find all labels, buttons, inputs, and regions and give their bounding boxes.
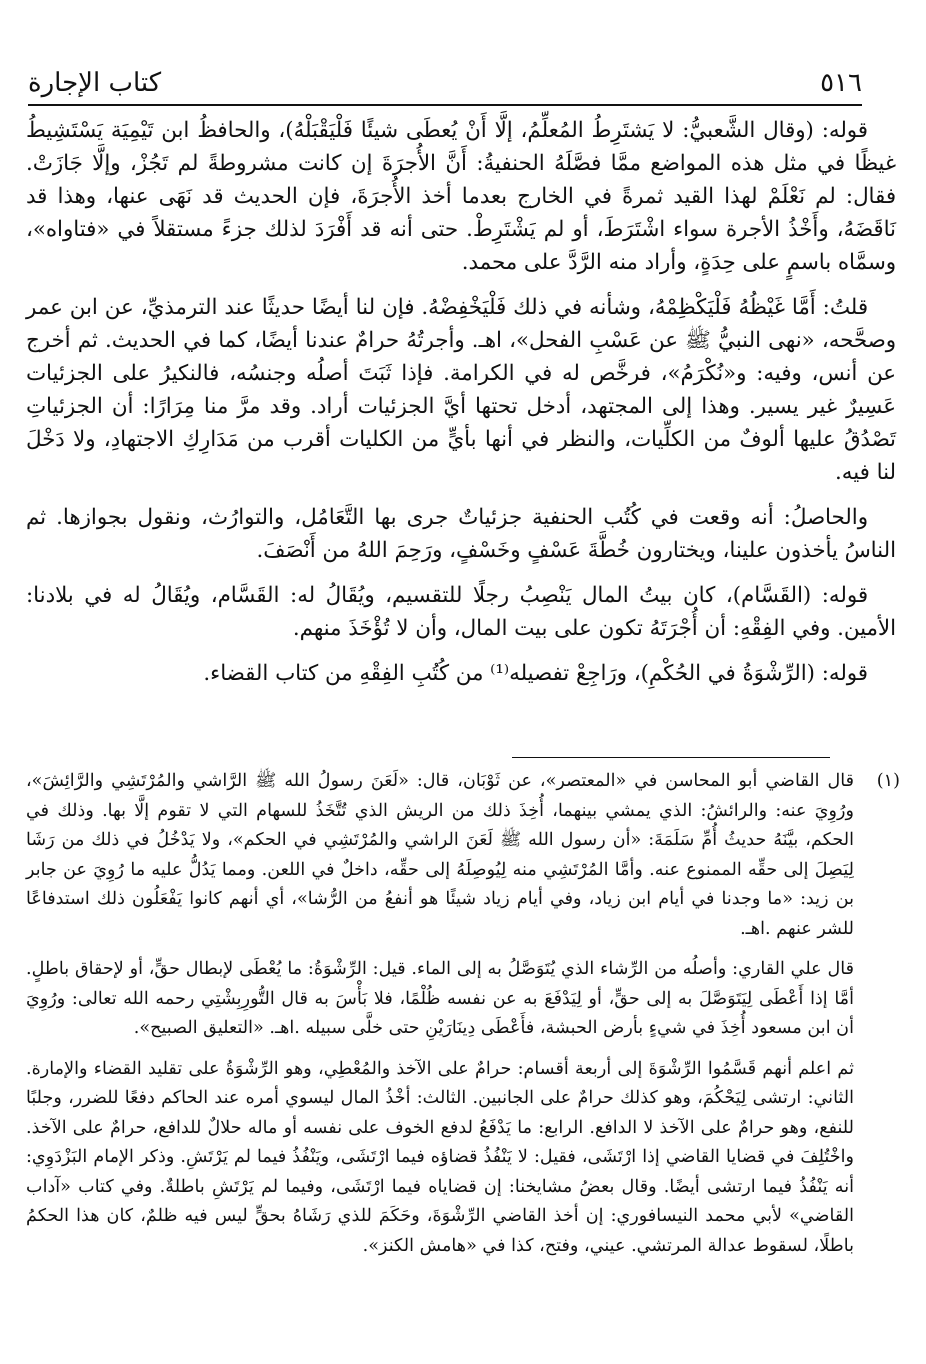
running-title: كتاب الإجارة <box>28 68 162 98</box>
main-paragraph: قوله: (الرِّشْوَةُ في الحُكْمِ)، ورَاجِعْ تفصيله⁽¹⁾ من كُتُبِ الفِقْهِ من كتاب القضاء. <box>203 661 868 686</box>
main-paragraph: قوله: (وقال الشَّعبيُّ: لا يَشتَرِطُ المُعلِّمُ، إلَّا أَنْ يُعطَى شيئًا فَلْيَقْبَلْهُ)، والحافظُ ابن تَيْمِيَة يَسْتَشِيطُ غيظًا في مثل هذه المواضع ممَّا فصَّلَهُ الحنفيةُ: أَنَّ الأُجرَةَ إن كانت مشروطةً لم تَجُزْ، وإلَّا جَازَتْ. فقال: لم نَعْلَمْ لهذا القيد ثمرةً في الخارج بعدما أخذ الأُجرَةَ، فإن الحديث قد نَهَى عنها، وهذا قد نَاقَضَهُ، وأَخْذُ الأجرة سواء اشْتَرَطَ، أو لم يَشْتَرِطْ. حتى أنه قد أَفْرَدَ لذلك جزءً مستقلاً في «فتاواه»، وسمَّاه باسمٍ على حِدَةٍ، وأراد منه الرَّدَّ على محمد. <box>26 118 896 275</box>
main-paragraph: قلتُ: أَمَّا غَيْظُهُ فَلْيَكْظِمْهُ، وشأنه في ذلك فَلْيَخْفِضْهُ. فإن لنا أيضًا حديثًا عند الترمذيِّ، عن ابن عمر وصحَّحه، «نهى النبيُّ ﷺ عن عَسْبِ الفحل»، اهـ. وأجرتُهُ حرامٌ عندنا أيضًا، كما في الحديث. ثم أخرج عن أنس، وفيه: و«نُكْرَمُ»، فرخَّص له في الكرامة. فإذا ثَبَتَ أصلُه وجنسُه، فالنكيرُ على الجزئيات عَسِيرٌ غير يسير. وهذا إلى المجتهد، أدخل تحتها أيَّ الجزئيات أراد. وقد مرَّ منا مِرَارًا: أن الجزئياتِ تَصْدُقُ عليها ألوفٌ من الكلِّيات، والنظر في أنها بأيٍّ من الكليات أقرب من مَدَارِكِ الاجتهادِ، ولا دَخْلَ لنا فيه. <box>26 295 896 485</box>
footnotes <box>26 767 900 1272</box>
header-rule <box>28 104 862 106</box>
footnote-paragraph: قال علي القاري: وأصلُه من الرِّشاء الذي يُتَوَصَّلُ به إلى الماء. قيل: الرِّشْوَةُ: ما يُعْطَى لإبطال حقٍّ، أو لإحقاق باطلٍ. أمَّا إذا أَعْطَى لِيَتَوَصَّلَ به إلى حقٍّ، أو لِيَدْفَعَ به عن نفسه ظُلْمًا، فلا بَأْسَ به قال التُّورِبِشْتِي رحمه الله تعالى: ورُوِيَ أن ابن مسعود أُخِذَ في شيءٍ بأرض الحبشة، فأَعْطَى دِينَارَيْنِ حتى خلَّى سبيله .اهـ. «التعليق الصبيح». <box>26 959 854 1038</box>
footnote-separator <box>512 757 830 758</box>
footnote-paragraph: قال القاضي أبو المحاسن في «المعتصر»، عن ثَوْبَان، قال: «لَعَنَ رسولُ الله ﷺ الرَّاشي والمُرْتَشِي والرَّائِشَ»، ورُوِيَ عنه: والرائشُ: الذي يمشي بينهما، أُخِذَ ذلك من الريش الذي تُتَّخَذُ للسهام التي لا تقوم إلَّا بها. وذلك في الحكم، بيَّنَهُ حديثُ أُمِّ سَلَمَةَ: «أن رسول الله ﷺ لَعَنَ الراشي والمُرْتَشِي في الحكم»، ولا يَدْخُلُ في ذلك من رَشَا لِيَصِلَ إلى حقِّه الممنوع عنه. وأمَّا المُرْتَشِي منه لِيُوصِلَهُ إلى حقِّه، داخلٌ في اللعن. ومما يَدُلُّ عليه ما رُوِيَ عن جابر بن زيد: «ما وجدنا في أيام ابن زياد، وفي أيام زياد شيئًا هو أنفعُ من الرُّشا»، أي أنهم كانوا يَفْعَلُون ذلك استدفاعًا للشر عنهم .اهـ. <box>26 771 854 939</box>
main-paragraph: والحاصلُ: أنه وقعت في كُتُب الحنفية جزئياتٌ جرى بها التَّعَامُل، والتوارُث، ونقول بجوازها. ثم الناسُ يأخذون علينا، ويختارون خُطَّةَ عَسْفٍ وخَسْفٍ، ورَحِمَ اللهُ من أَنْصَفَ. <box>26 505 896 563</box>
footnote-body <box>26 767 854 1272</box>
main-paragraph: قوله: (القَسَّام)، كان بيتُ المال يَنْصِبُ رجلًا للتقسيم، ويُقَالُ له: القَسَّام، ويُقَالُ له في بلادنا: الأمين. وفي الفِقْهِ: أن أُجْرَتَهُ تكون على بيت المال، وأن لا تُؤْخَذَ منهم. <box>26 583 896 641</box>
footnote-paragraph: ثم اعلم أنهم قَسَّمُوا الرِّشْوَةَ إلى أربعة أقسام: حرامٌ على الآخذ والمُعْطِي، وهو الرِّشْوَةُ على تقليد القضاء والإمارة. الثاني: ارتشى لِيَحْكُمَ، وهو كذلك حرامٌ على الجانبين. الثالث: أخْذُ المال ليسوي أمره عند الحاكم دفعًا للضرر، وجلبًا للنفع، وهو حرامٌ على الآخذ لا الدافع. الرابع: ما يَدْفَعُ لدفع الخوف على نفسه أو ماله حلالٌ للدافع، حرامٌ على الآخذ. واخْتُلِفَ في قضايا القاضي إذا ارْتَشَى، فقيل: لا يَنْفُذُ قضاؤه فيما ارْتَشَى، ويَنْفُذُ فيما لم يَرْتَشِ. وذكر الإمام البَزْدَوِي: أنه يَنْفُذُ فيما ارتشى أيضًا. وقال بعضُ مشايخنا: إن قضاياه فيما ارْتَشَى، وفيما لم يَرْتَشِ باطلةٌ. وفي كتاب «آداب القاضي» لأبي محمد النيسافوري: إن أخذ القاضي الرِّشْوَةَ، وحَكَمَ للذي رَشَاهُ بحقٍّ ليس فيه ظلمٌ، كان هذا الحكمُ باطلًا، لسقوط عدالة المرتشي. عيني، وفتح، كذا في «هامش الكنز». <box>26 1058 854 1256</box>
page-number: ٥١٦ <box>820 68 862 98</box>
main-text <box>26 114 896 702</box>
page-header <box>28 66 862 100</box>
footnote-marker: (١) <box>876 771 900 791</box>
footnote-entry <box>26 767 900 1272</box>
